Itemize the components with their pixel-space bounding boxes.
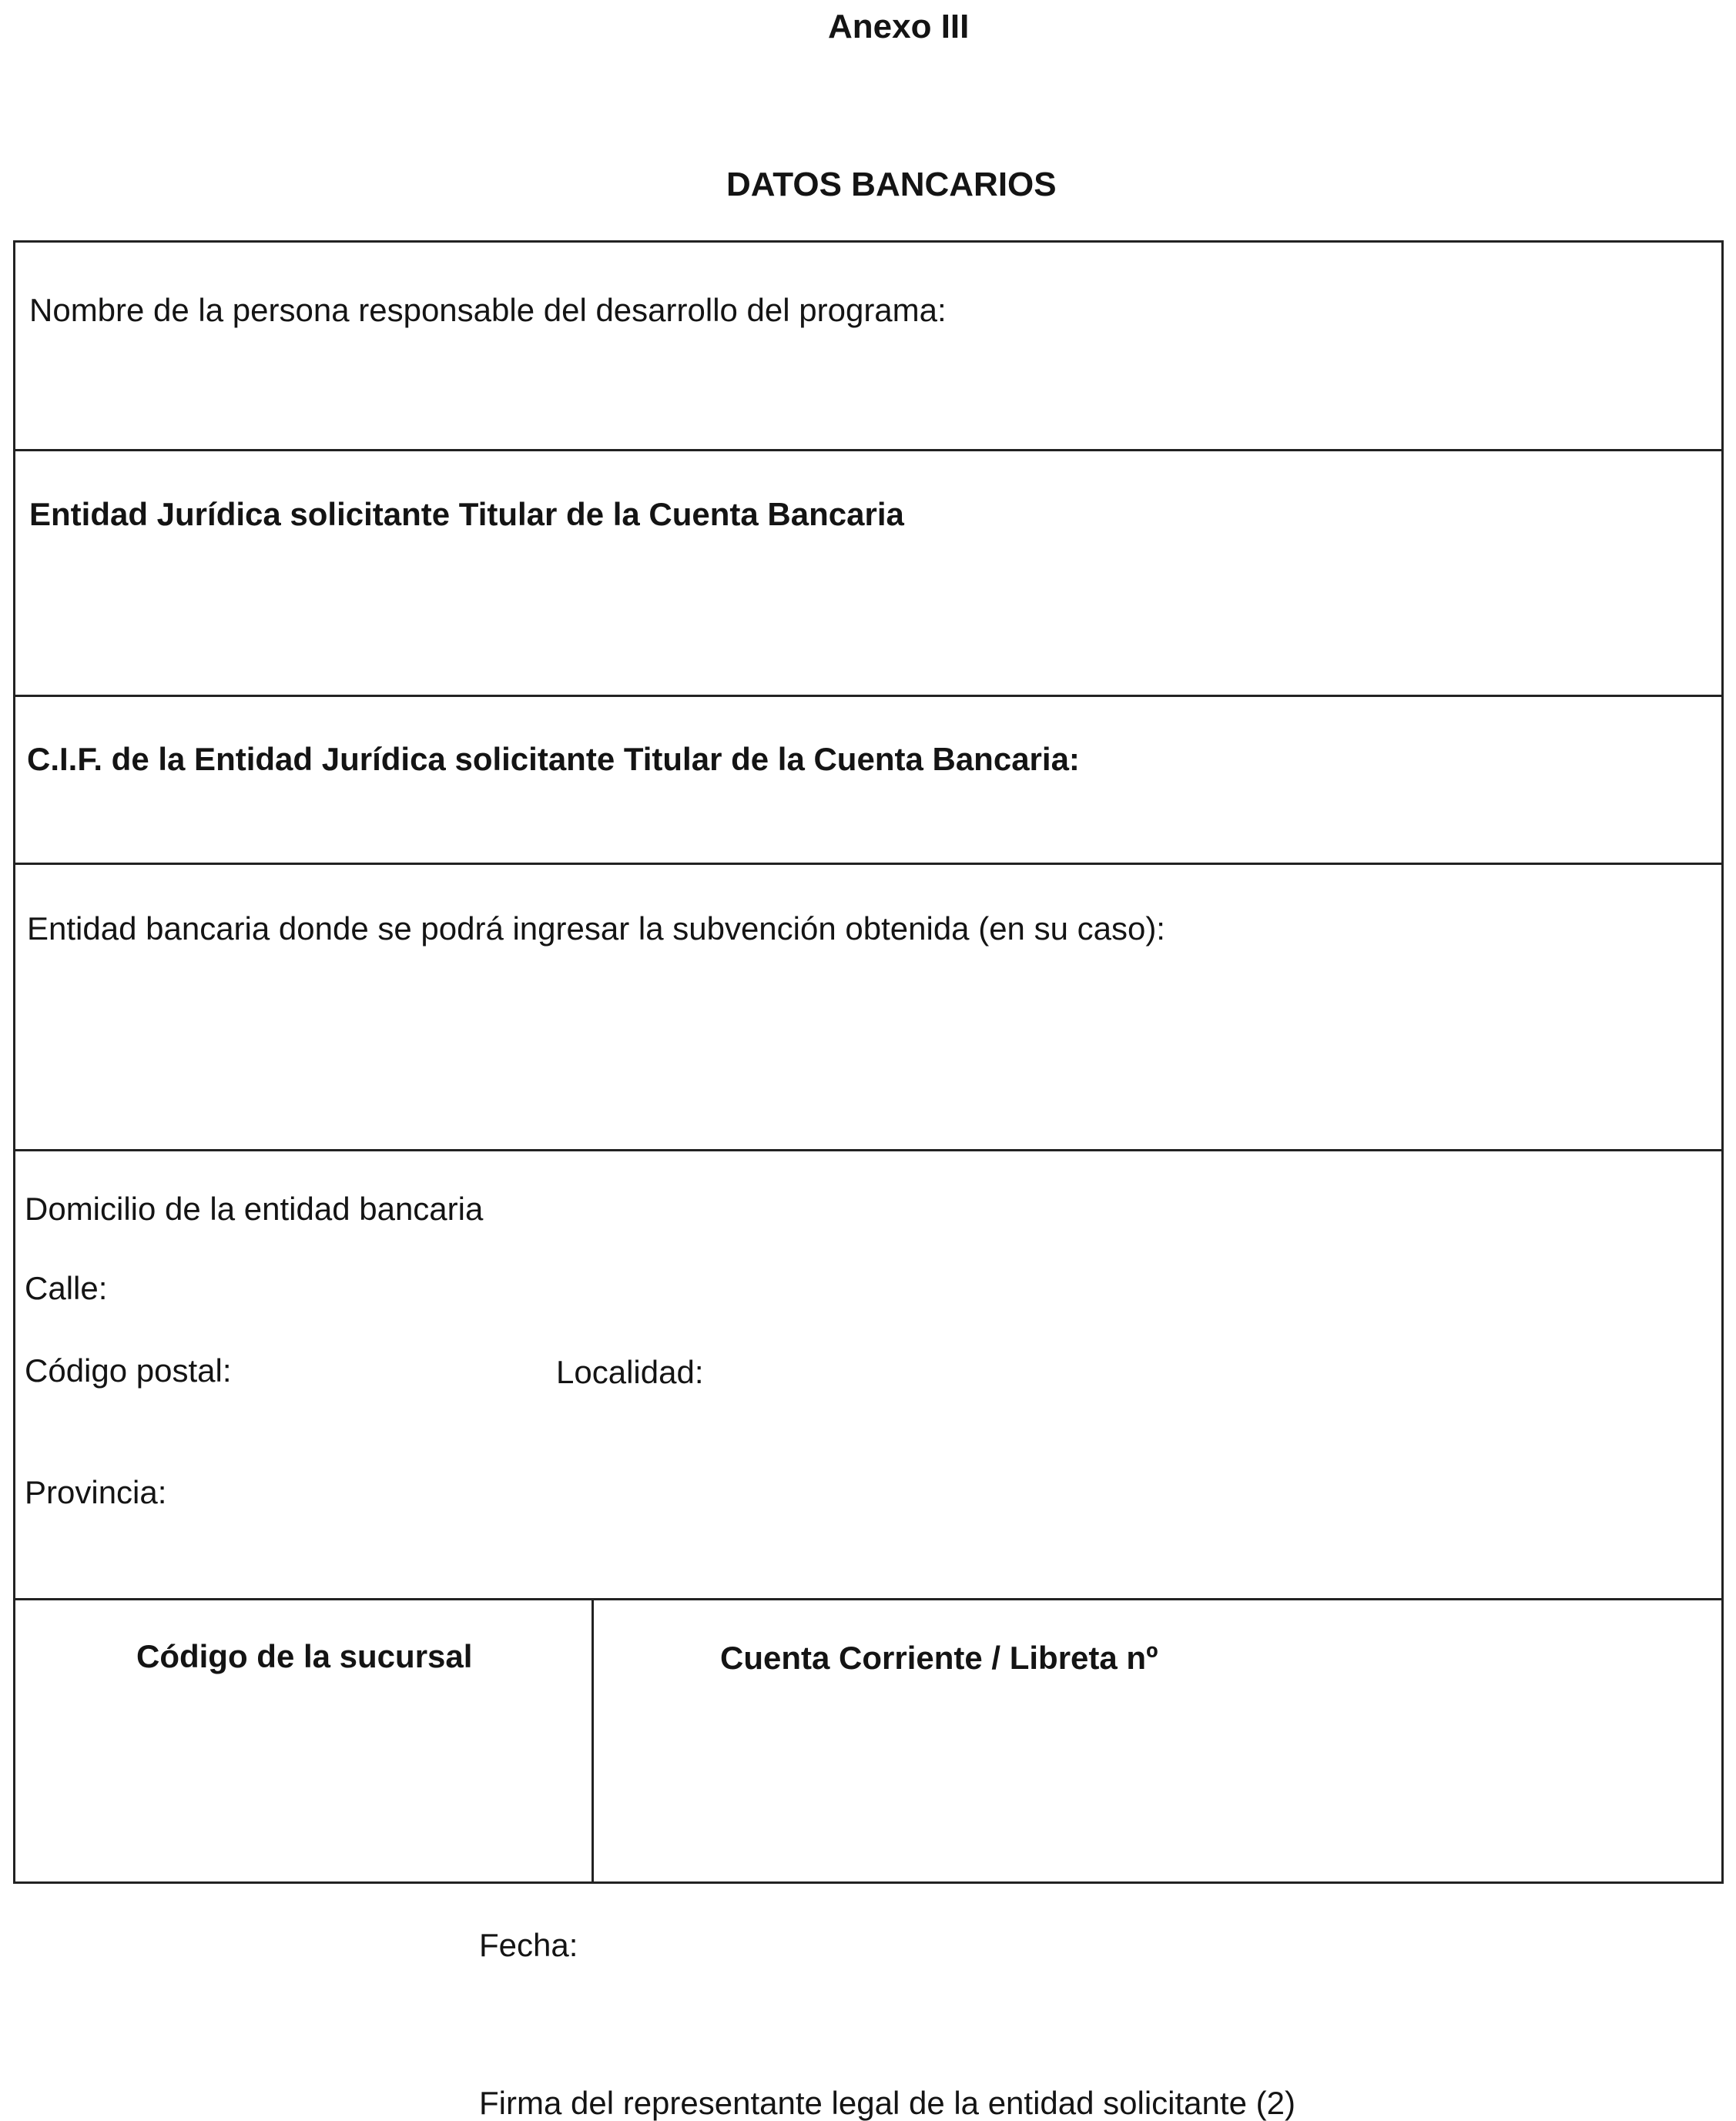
bank-data-form — [13, 240, 1724, 1884]
date-field[interactable]: Fecha: — [479, 1927, 578, 1963]
bank-entity-field[interactable]: Entidad bancaria donde se podrá ingresar la subvención obtenida (en su caso): — [27, 910, 1165, 947]
responsible-person-field[interactable]: Nombre de la persona responsable del desarrollo del programa: — [29, 292, 947, 328]
row-divider — [13, 1149, 1724, 1151]
row-divider — [13, 863, 1724, 865]
row-divider — [13, 1598, 1724, 1600]
document-title: DATOS BANCARIOS — [726, 166, 1057, 203]
annex-title: Anexo III — [828, 8, 970, 45]
bank-address-heading: Domicilio de la entidad bancaria — [25, 1191, 484, 1227]
row-divider — [13, 695, 1724, 697]
account-number-field[interactable]: Cuenta Corriente / Libreta nº — [720, 1640, 1158, 1676]
locality-field[interactable]: Localidad: — [556, 1354, 704, 1390]
row-divider — [13, 449, 1724, 451]
province-field[interactable]: Provincia: — [25, 1474, 167, 1510]
cif-field[interactable]: C.I.F. de la Entidad Jurídica solicitante Titular de la Cuenta Bancaria: — [27, 741, 1080, 777]
account-holder-field[interactable]: Entidad Jurídica solicitante Titular de la Cuenta Bancaria — [29, 496, 904, 532]
street-field[interactable]: Calle: — [25, 1270, 108, 1306]
signature-field[interactable]: Firma del representante legal de la entidad solicitante (2) — [479, 2085, 1295, 2121]
postal-code-field[interactable]: Código postal: — [25, 1352, 232, 1389]
column-divider — [592, 1598, 594, 1884]
branch-code-field[interactable]: Código de la sucursal — [136, 1638, 473, 1674]
